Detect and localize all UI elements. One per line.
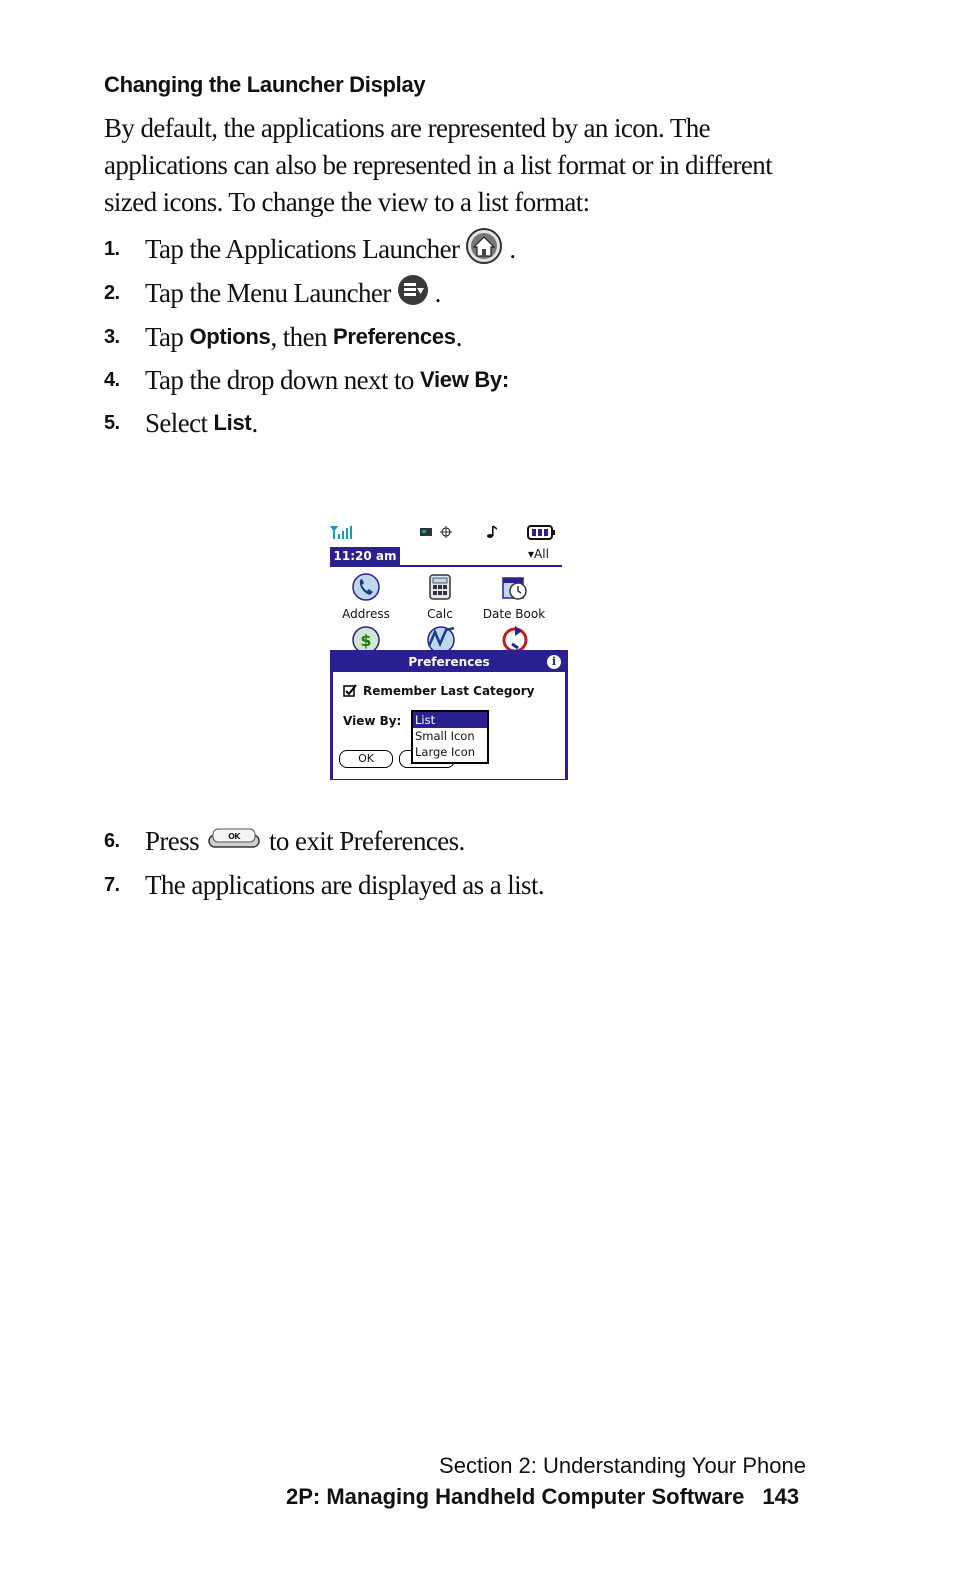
- expense-icon: [350, 624, 382, 650]
- view-by-label: View By:: [343, 714, 402, 728]
- step-text-end: .: [509, 233, 516, 264]
- step-text: Tap the Menu Launcher: [145, 277, 391, 308]
- section-heading: Changing the Launcher Display: [104, 72, 426, 97]
- option-large-icon[interactable]: Large Icon: [415, 745, 476, 759]
- info-icon[interactable]: i: [547, 655, 561, 669]
- step-number: 4.: [104, 368, 120, 391]
- app-calc[interactable]: [402, 572, 478, 621]
- preferences-term: Preferences: [333, 324, 456, 349]
- dialog-title: [333, 653, 565, 672]
- app-datebook[interactable]: [476, 572, 552, 621]
- step-text: Tap the drop down next to: [145, 364, 420, 395]
- remember-category-checkbox[interactable]: [343, 684, 535, 698]
- step-text: The applications are displayed as a list.: [145, 869, 545, 900]
- step-number: 7.: [104, 873, 120, 896]
- step-text-end: .: [434, 277, 441, 308]
- checkbox-label: Remember Last Category: [363, 684, 535, 698]
- step-text: Select: [145, 407, 214, 438]
- clock: 11:20 am: [330, 547, 400, 566]
- step-number: 6.: [104, 829, 120, 852]
- preferences-dialog: [330, 650, 568, 780]
- graph-icon: [424, 624, 458, 650]
- intro-paragraph: By default, the applications are represented by an icon. The applications can also be represented in a list format or in different sized icons. To change the view to a list format:: [104, 113, 773, 217]
- step-6: [104, 821, 465, 861]
- footer-section: Section 2: Understanding Your Phone: [439, 1453, 806, 1478]
- signal-icon: [330, 526, 352, 539]
- palm-screenshot: [328, 522, 568, 780]
- step-number: 1.: [104, 237, 120, 260]
- step-number: 5.: [104, 411, 120, 434]
- calculator-icon: [425, 572, 455, 602]
- dropdown-arrow-icon: ▾: [528, 547, 535, 561]
- view-by-term: View By:: [419, 367, 509, 392]
- datebook-icon: [499, 572, 529, 602]
- step-3: [104, 317, 462, 357]
- step-7: [104, 865, 544, 905]
- app-label: Calc: [427, 607, 453, 621]
- step-text-end: .: [251, 407, 258, 438]
- footer-chapter: [286, 1484, 799, 1510]
- music-note-icon: [487, 526, 497, 538]
- app-address[interactable]: [328, 572, 404, 621]
- view-by-dropdown-list[interactable]: [411, 710, 489, 764]
- dialog-title-text: Preferences: [408, 655, 490, 669]
- option-small-icon[interactable]: Small Icon: [415, 729, 475, 743]
- step-text-mid: , then: [270, 321, 334, 352]
- step-text-end: .: [455, 321, 462, 352]
- page-number: 143: [762, 1484, 800, 1509]
- list-term: List: [213, 410, 252, 435]
- checkbox-checked-icon: [343, 684, 357, 698]
- app-label: Date Book: [482, 607, 546, 621]
- sync-icon: [498, 624, 532, 650]
- step-text: Tap: [145, 321, 190, 352]
- ok-button-label: OK: [228, 831, 240, 841]
- ok-hardware-button-icon: [207, 825, 261, 858]
- step-4: [104, 360, 509, 400]
- options-term: Options: [189, 324, 271, 349]
- app-label: Address: [342, 607, 390, 621]
- option-list[interactable]: List: [413, 712, 487, 728]
- status-bar: [328, 522, 568, 544]
- step-5: [104, 403, 258, 443]
- ok-button[interactable]: OK: [339, 750, 393, 768]
- step-number: 3.: [104, 325, 120, 348]
- step-1: [104, 229, 516, 269]
- category-label: All: [534, 547, 549, 561]
- category-picker[interactable]: [528, 547, 549, 561]
- menu-icon: [397, 274, 429, 313]
- step-number: 2.: [104, 281, 120, 304]
- battery-icon: [528, 526, 555, 539]
- keyguard-icon: [420, 526, 452, 538]
- step-text: Tap the Applications Launcher: [145, 233, 460, 264]
- step-2: [104, 273, 441, 313]
- chapter-title: 2P: Managing Handheld Computer Software: [286, 1484, 745, 1509]
- home-icon: [465, 227, 503, 272]
- step-text-end: to exit Preferences.: [269, 825, 465, 856]
- phone-icon: [351, 572, 381, 602]
- step-text: Press: [145, 825, 200, 856]
- svg-text:$: $: [360, 631, 372, 650]
